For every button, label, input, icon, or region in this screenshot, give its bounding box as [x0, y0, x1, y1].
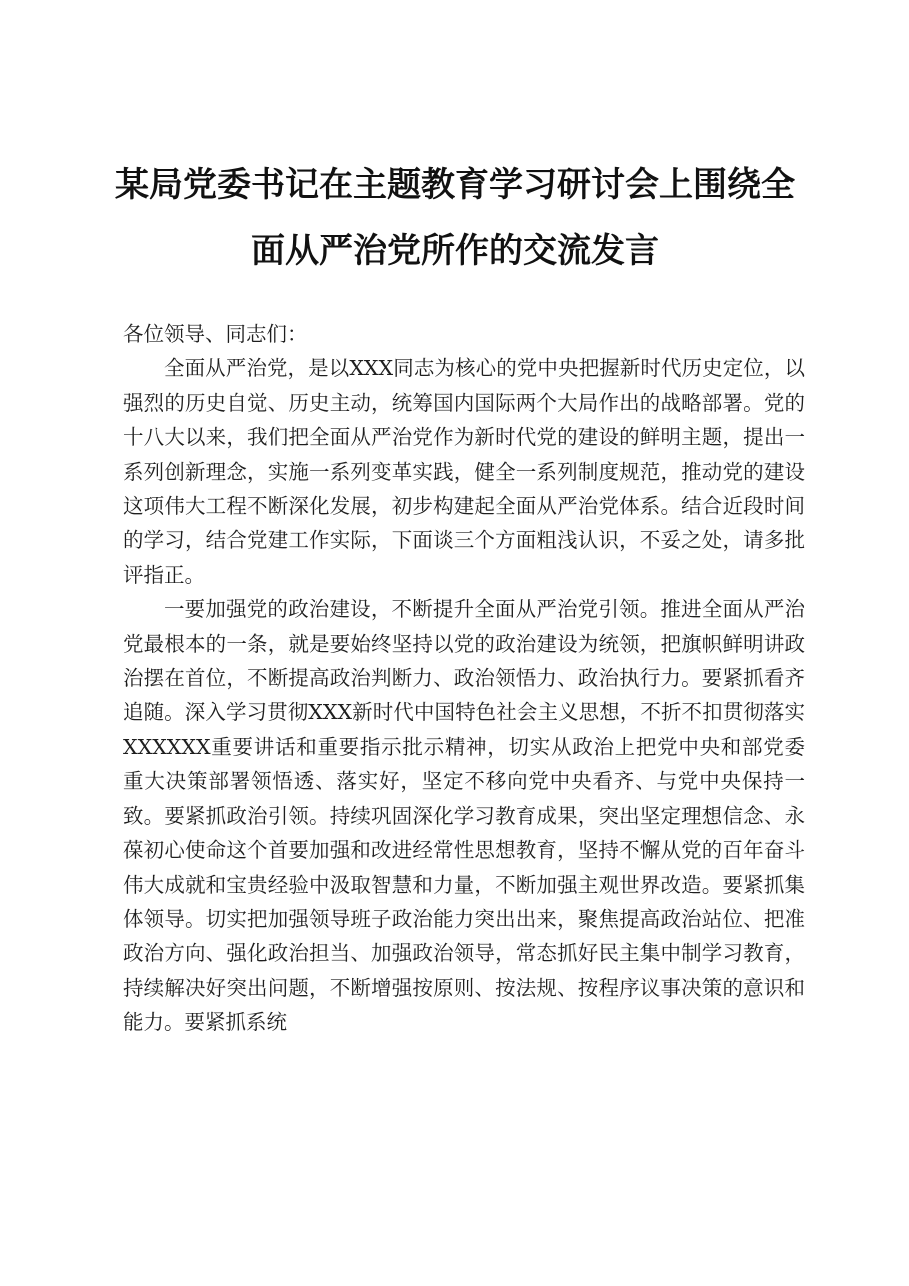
salutation: 各位领导、同志们：: [123, 322, 308, 346]
document-body: [123, 317, 805, 1040]
paragraph-intro: 全面从严治党，是以XXX同志为核心的党中央把握新时代历史定位，以强烈的历史自觉、历史主动，统筹国内国际两个大局作出的战略部署。党的十八大以来，我们把全面从严治党作为新时代党的建设的鲜明主题，提出一系列创新理念，实施一系列变革实践，健全一系列制度规范，推动党的建设这项伟大工程不断深化发展，初步构建起全面从严治党体系。结合近段时间的学习，结合党建工作实际，下面谈三个方面粗浅认识，不妥之处，请多批评指正。: [123, 356, 805, 587]
document-title: 某局党委书记在主题教育学习研讨会上围绕全面从严治党所作的交流发言: [115, 165, 795, 271]
paragraph-political-construction: 一要加强党的政治建设，不断提升全面从严治党引领。推进全面从严治党最根本的一条，就是要始终坚持以党的政治建设为统领，把旗帜鲜明讲政治摆在首位，不断提高政治判断力、政治领悟力、政治执行力。要紧抓看齐追随。深入学习贯彻XXX新时代中国特色社会主义思想，不折不扣贯彻落实XXXXXX重要讲话和重要指示批示精神，切实从政治上把党中央和部党委重大决策部署领悟透、落实好，坚定不移向党中央看齐、与党中央保持一致。要紧抓政治引领。持续巩固深化学习教育成果，突出坚定理想信念、永葆初心使命这个首要加强和改进经常性思想教育，坚持不懈从党的百年奋斗伟大成就和宝贵经验中汲取智慧和力量，不断加强主观世界改造。要紧抓集体领导。切实把加强领导班子政治能力突出出来，聚焦提高政治站位、把准政治方向、强化政治担当、加强政治领导，常态抓好民主集中制学习教育，持续解决好突出问题，不断增强按原则、按法规、按程序议事决策的意识和能力。要紧抓系统: [123, 597, 805, 1035]
